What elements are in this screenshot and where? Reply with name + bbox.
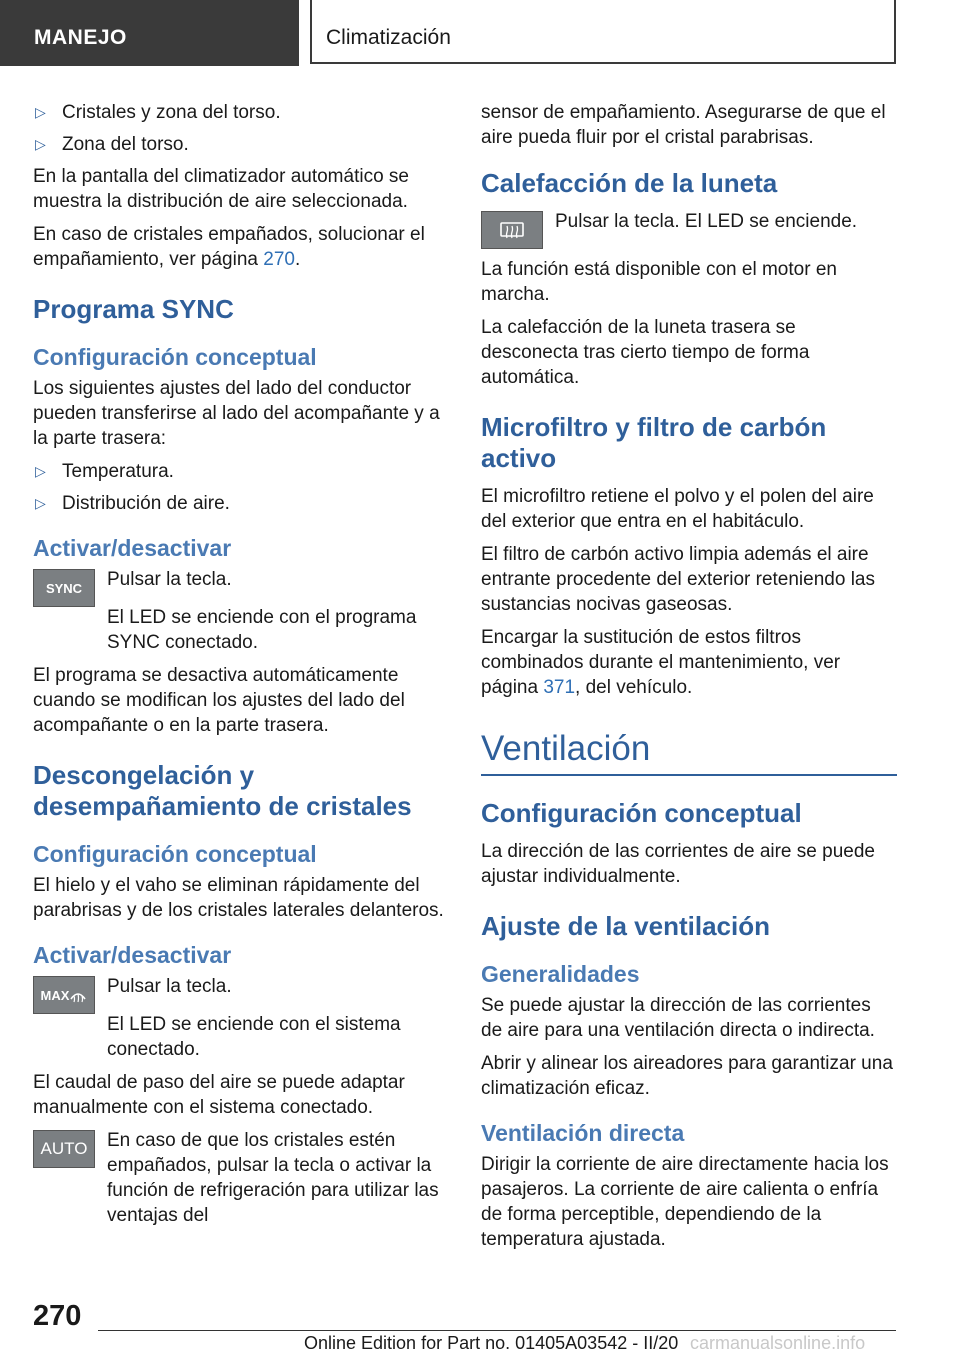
paragraph: sensor de empañamiento. Asegurarse de que el aire pueda fluir por el cristal parabrisas. <box>481 102 886 148</box>
key-instruction <box>481 209 897 249</box>
paragraph: Pulsar la tecla. <box>107 569 232 590</box>
section-tab: MANEJO <box>0 0 299 66</box>
bullet-item: ▷ Temperatura. <box>35 461 174 482</box>
subheading: Activar/desactivar <box>33 942 232 968</box>
rear-window-heating-icon <box>498 219 526 241</box>
watermark: carmanualsonline.info <box>690 1333 866 1353</box>
paragraph: Abrir y alinear los aireadores para garantizar una climatización eficaz. <box>481 1053 893 1099</box>
subheading: Ventilación directa <box>481 1120 685 1146</box>
footer-divider <box>98 1330 896 1331</box>
bullet-item: ▷ Distribución de aire. <box>35 493 230 514</box>
edition-text: Online Edition for Part no. 01405A03542 - II/20 <box>304 1333 679 1353</box>
paragraph: En la pantalla del climatizador automático se muestra la distribución de aire seleccionada. <box>33 166 409 212</box>
triangle-bullet-icon: ▷ <box>35 495 46 511</box>
page-link[interactable]: 371 <box>543 677 576 698</box>
paragraph: El caudal de paso del aire se puede adaptar manualmente con el sistema conectado. <box>33 1072 405 1118</box>
triangle-bullet-icon: ▷ <box>35 104 46 120</box>
triangle-bullet-icon: ▷ <box>35 463 46 479</box>
chapter-title: Climatización <box>310 0 896 64</box>
paragraph: Se puede ajustar la dirección de las corrientes de aire para una ventilación directa o indirecta. <box>481 995 875 1041</box>
paragraph: En caso de cristales empañados, solucionar el empañamiento, ver página 270. <box>33 224 425 270</box>
heading-microfiltro: Microfiltro y filtro de carbón activo <box>481 412 827 473</box>
paragraph: Pulsar la tecla. El LED se enciende. <box>555 211 858 232</box>
max-defrost-button-icon: MAX <box>33 976 95 1014</box>
paragraph: En caso de que los cristales estén empañados, pulsar la tecla o activar la función de refrigeración para utilizar las ventajas del <box>107 1130 439 1226</box>
left-column <box>33 100 449 1236</box>
paragraph: El LED se enciende con el sistema conectado. <box>107 1014 401 1060</box>
subheading: Configuración conceptual <box>33 841 317 867</box>
auto-button-icon: AUTO <box>33 1130 95 1168</box>
sync-button-icon: SYNC <box>33 569 95 607</box>
paragraph: La calefacción de la luneta trasera se desconecta tras cierto tiempo de forma automática. <box>481 317 810 388</box>
paragraph: El hielo y el vaho se eliminan rápidamente del parabrisas y de los cristales laterales delanteros. <box>33 875 444 921</box>
bullet-item: ▷ Cristales y zona del torso. <box>35 102 281 123</box>
heading-sync: Programa SYNC <box>33 294 234 324</box>
page-header <box>0 0 960 66</box>
heading-luneta: Calefacción de la luneta <box>481 168 778 198</box>
paragraph: El LED se enciende con el programa SYNC conectado. <box>107 607 417 653</box>
heading: Ajuste de la ventilación <box>481 911 770 941</box>
subheading: Activar/desactivar <box>33 535 232 561</box>
page-link[interactable]: 270 <box>263 249 295 270</box>
page-number: 270 <box>33 1300 82 1332</box>
paragraph: El filtro de carbón activo limpia además el aire entrante procedente del exterior reteniendo las sustancias nocivas gaseosas. <box>481 544 875 615</box>
key-instruction <box>33 567 449 607</box>
paragraph: El microfiltro retiene el polvo y el polen del aire del exterior que entra en el habitáculo. <box>481 486 874 532</box>
bullet-item: ▷ Zona del torso. <box>35 134 189 155</box>
subheading: Generalidades <box>481 961 640 987</box>
paragraph: Pulsar la tecla. <box>107 976 232 997</box>
defrost-icon <box>69 987 87 1003</box>
paragraph: Encargar la sustitución de estos filtros combinados durante el mantenimiento, ver página 371, del vehículo. <box>481 627 841 698</box>
rear-defrost-button-icon <box>481 211 543 249</box>
paragraph: Dirigir la corriente de aire directamente hacia los pasajeros. La corriente de aire calienta o enfría de forma perceptible, dependiendo de la temperatura ajustada. <box>481 1154 889 1250</box>
key-instruction <box>33 1128 449 1228</box>
paragraph: El programa se desactiva automáticamente cuando se modifican los ajustes del lado del acompañante o en la parte trasera. <box>33 665 405 736</box>
heading-descongelacion: Descongelación y desempañamiento de cristales <box>33 760 412 821</box>
paragraph: La dirección de las corrientes de aire se puede ajustar individualmente. <box>481 841 875 887</box>
paragraph: La función está disponible con el motor en marcha. <box>481 259 837 305</box>
subheading: Configuración conceptual <box>33 344 317 370</box>
heading: Configuración conceptual <box>481 798 802 828</box>
triangle-bullet-icon: ▷ <box>35 136 46 152</box>
paragraph: Los siguientes ajustes del lado del conductor pueden transferirse al lado del acompañante y a la parte trasera: <box>33 378 440 449</box>
chapter-heading-ventilacion: Ventilación <box>481 728 897 776</box>
right-column <box>481 100 897 1260</box>
key-instruction <box>33 974 449 1014</box>
